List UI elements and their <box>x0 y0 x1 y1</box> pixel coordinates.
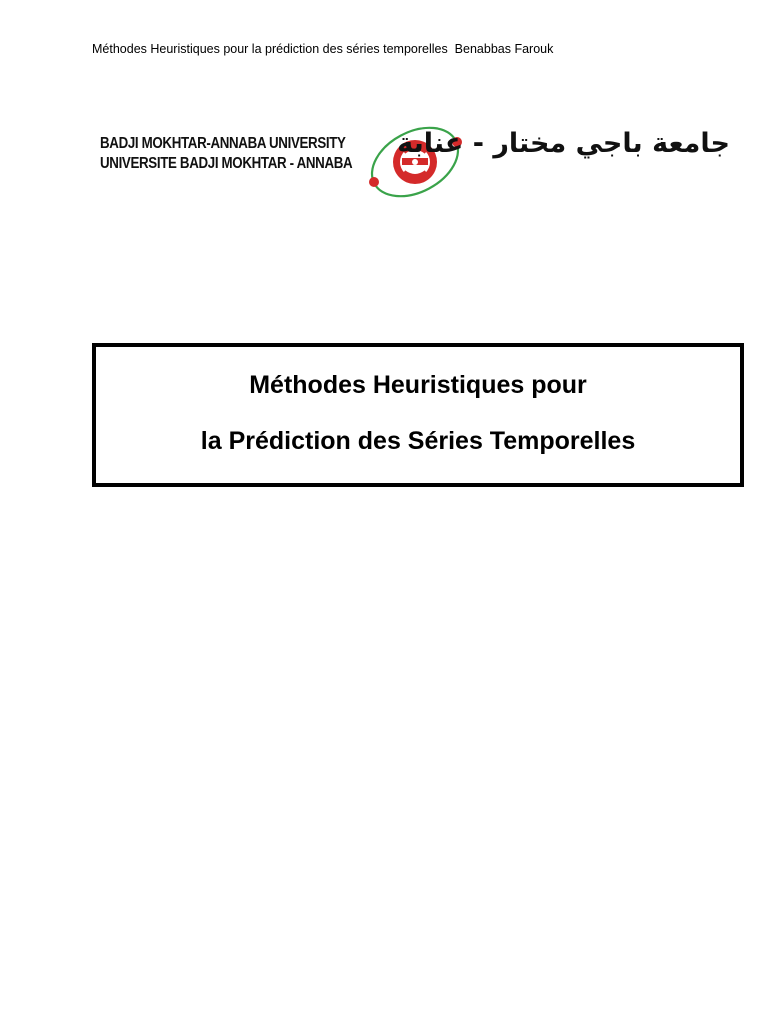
running-header: Méthodes Heuristiques pour la prédiction des séries temporelles Benabbas Farouk <box>92 42 554 56</box>
document-title-line-2: la Prédiction des Séries Temporelles <box>200 427 636 455</box>
university-name-arabic: جامعة باجي مختار - عنابة <box>397 128 730 159</box>
title-box <box>92 343 744 487</box>
university-name-english: BADJI MOKHTAR-ANNABA UNIVERSITY <box>100 135 346 152</box>
university-name-french: UNIVERSITE BADJI MOKHTAR - ANNABA <box>100 155 353 172</box>
university-name-latin <box>100 134 352 174</box>
document-title-line-1: Méthodes Heuristiques pour <box>249 371 587 399</box>
university-banner <box>92 118 734 204</box>
